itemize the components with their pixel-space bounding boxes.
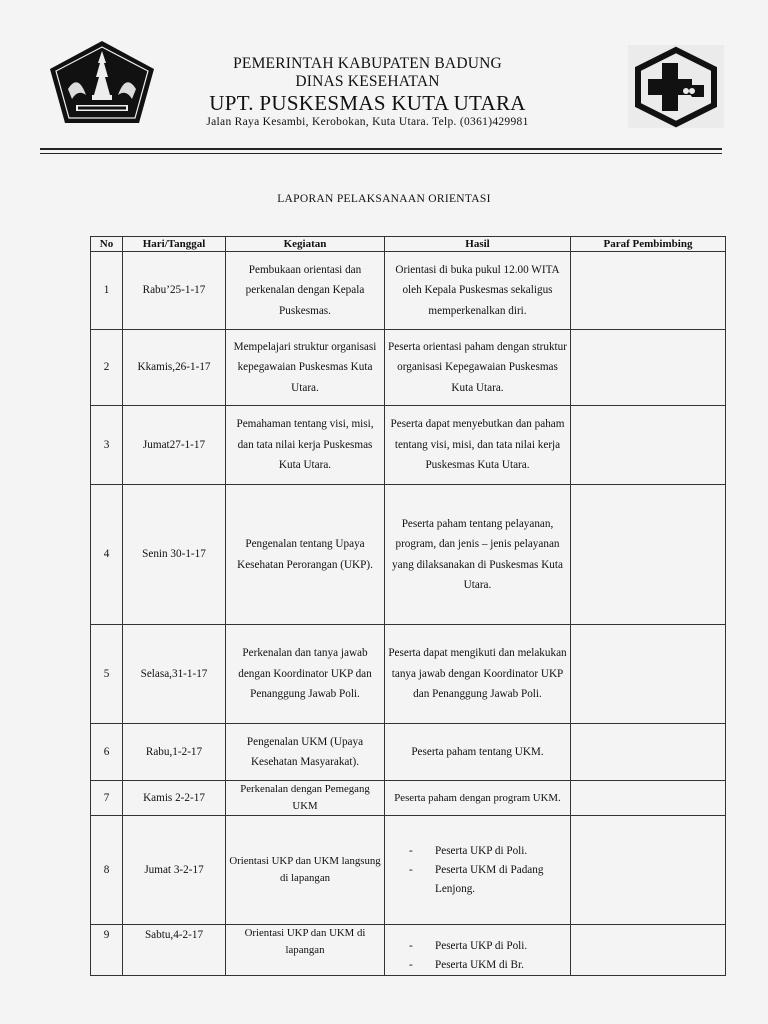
table-row <box>91 625 726 724</box>
cell-paraf <box>571 781 726 816</box>
cell-no: 2 <box>91 330 123 406</box>
result-list <box>388 937 567 975</box>
cell-no: 8 <box>91 816 123 925</box>
orientation-report-table <box>90 236 726 976</box>
cell-no: 3 <box>91 406 123 485</box>
cell-kegiatan: Perkenalan dengan Pemegang UKM <box>226 781 385 816</box>
cell-hasil: Peserta dapat menyebutkan dan paham tentang visi, misi, dan tata nilai kerja Puskesmas Kuta Utara. <box>385 406 571 485</box>
table-row <box>91 406 726 485</box>
cell-hasil: Peserta paham tentang pelayanan, program, dan jenis – jenis pelayanan yang dilaksanakan di Puskesmas Kuta Utara. <box>385 485 571 625</box>
cell-hari: Kamis 2-2-17 <box>123 781 226 816</box>
cell-hari: Sabtu,4-2-17 <box>123 925 226 976</box>
col-header-hari: Hari/Tanggal <box>123 237 226 252</box>
cell-hari: Jumat 3-2-17 <box>123 816 226 925</box>
col-header-no: No <box>91 237 123 252</box>
table-row <box>91 816 726 925</box>
cell-no: 9 <box>91 925 123 976</box>
cell-hari: Rabu,1-2-17 <box>123 724 226 781</box>
institution-name: UPT. PUSKESMAS KUTA UTARA <box>209 91 526 115</box>
list-item: - Peserta UKM di Padang Lenjong. <box>409 861 567 899</box>
cell-hasil <box>385 816 571 925</box>
cell-paraf <box>571 485 726 625</box>
cell-no: 1 <box>91 252 123 330</box>
table-row <box>91 485 726 625</box>
table-row <box>91 925 726 976</box>
cell-paraf <box>571 625 726 724</box>
cell-hasil: Peserta paham dengan program UKM. <box>385 781 571 816</box>
cell-no: 4 <box>91 485 123 625</box>
table-row <box>91 781 726 816</box>
cell-hasil <box>385 925 571 976</box>
letterhead-rule-thick <box>40 148 722 150</box>
letterhead-rule-thin <box>40 153 722 154</box>
cell-paraf <box>571 406 726 485</box>
cell-hari: Selasa,31-1-17 <box>123 625 226 724</box>
cell-paraf <box>571 330 726 406</box>
list-item: - Peserta UKM di Br. <box>409 956 567 975</box>
cell-paraf <box>571 816 726 925</box>
cell-hasil: Peserta paham tentang UKM. <box>385 724 571 781</box>
list-item: - Peserta UKP di Poli. <box>409 842 567 861</box>
table-header-row <box>91 237 726 252</box>
cell-kegiatan: Pengenalan UKM (Upaya Kesehatan Masyarakat). <box>226 724 385 781</box>
cell-kegiatan: Orientasi UKP dan UKM langsung di lapangan <box>226 816 385 925</box>
puskesmas-logo <box>628 45 724 128</box>
cell-hasil: Peserta dapat mengikuti dan melakukan tanya jawab dengan Koordinator UKP dan Penanggung Jawab Poli. <box>385 625 571 724</box>
cell-paraf <box>571 252 726 330</box>
cell-kegiatan: Pengenalan tentang Upaya Kesehatan Perorangan (UKP). <box>226 485 385 625</box>
government-name: PEMERINTAH KABUPATEN BADUNG <box>233 55 502 72</box>
cell-hasil: Peserta orientasi paham dengan struktur organisasi Kepegawaian Puskesmas Kuta Utara. <box>385 330 571 406</box>
institution-address: Jalan Raya Kesambi, Kerobokan, Kuta Utara. Telp. (0361)429981 <box>206 116 529 128</box>
cell-no: 5 <box>91 625 123 724</box>
cell-kegiatan: Pemahaman tentang visi, misi, dan tata nilai kerja Puskesmas Kuta Utara. <box>226 406 385 485</box>
cell-kegiatan: Perkenalan dan tanya jawab dengan Koordinator UKP dan Penanggung Jawab Poli. <box>226 625 385 724</box>
cell-hari: Jumat27-1-17 <box>123 406 226 485</box>
agency-name: DINAS KESEHATAN <box>295 73 440 90</box>
list-item: - Peserta UKP di Poli. <box>409 937 567 956</box>
cell-kegiatan: Mempelajari struktur organisasi kepegawaian Puskesmas Kuta Utara. <box>226 330 385 406</box>
result-list <box>388 842 567 899</box>
cell-no: 6 <box>91 724 123 781</box>
cell-hasil: Orientasi di buka pukul 12.00 WITA oleh Kepala Puskesmas sekaligus memperkenalkan diri. <box>385 252 571 330</box>
cell-paraf <box>571 925 726 976</box>
cell-hari: Senin 30-1-17 <box>123 485 226 625</box>
report-title: LAPORAN PELAKSANAAN ORIENTASI <box>277 193 491 205</box>
cell-hari: Rabu’25-1-17 <box>123 252 226 330</box>
table-row <box>91 724 726 781</box>
cell-hari: Kkamis,26-1-17 <box>123 330 226 406</box>
table-row <box>91 252 726 330</box>
badung-regency-emblem <box>48 39 156 125</box>
cell-no: 7 <box>91 781 123 816</box>
cell-paraf <box>571 724 726 781</box>
col-header-hasil: Hasil <box>385 237 571 252</box>
col-header-paraf: Paraf Pembimbing <box>571 237 726 252</box>
col-header-kegiatan: Kegiatan <box>226 237 385 252</box>
table-row <box>91 330 726 406</box>
cell-kegiatan: Orientasi UKP dan UKM di lapangan <box>226 925 385 976</box>
cell-kegiatan: Pembukaan orientasi dan perkenalan dengan Kepala Puskesmas. <box>226 252 385 330</box>
